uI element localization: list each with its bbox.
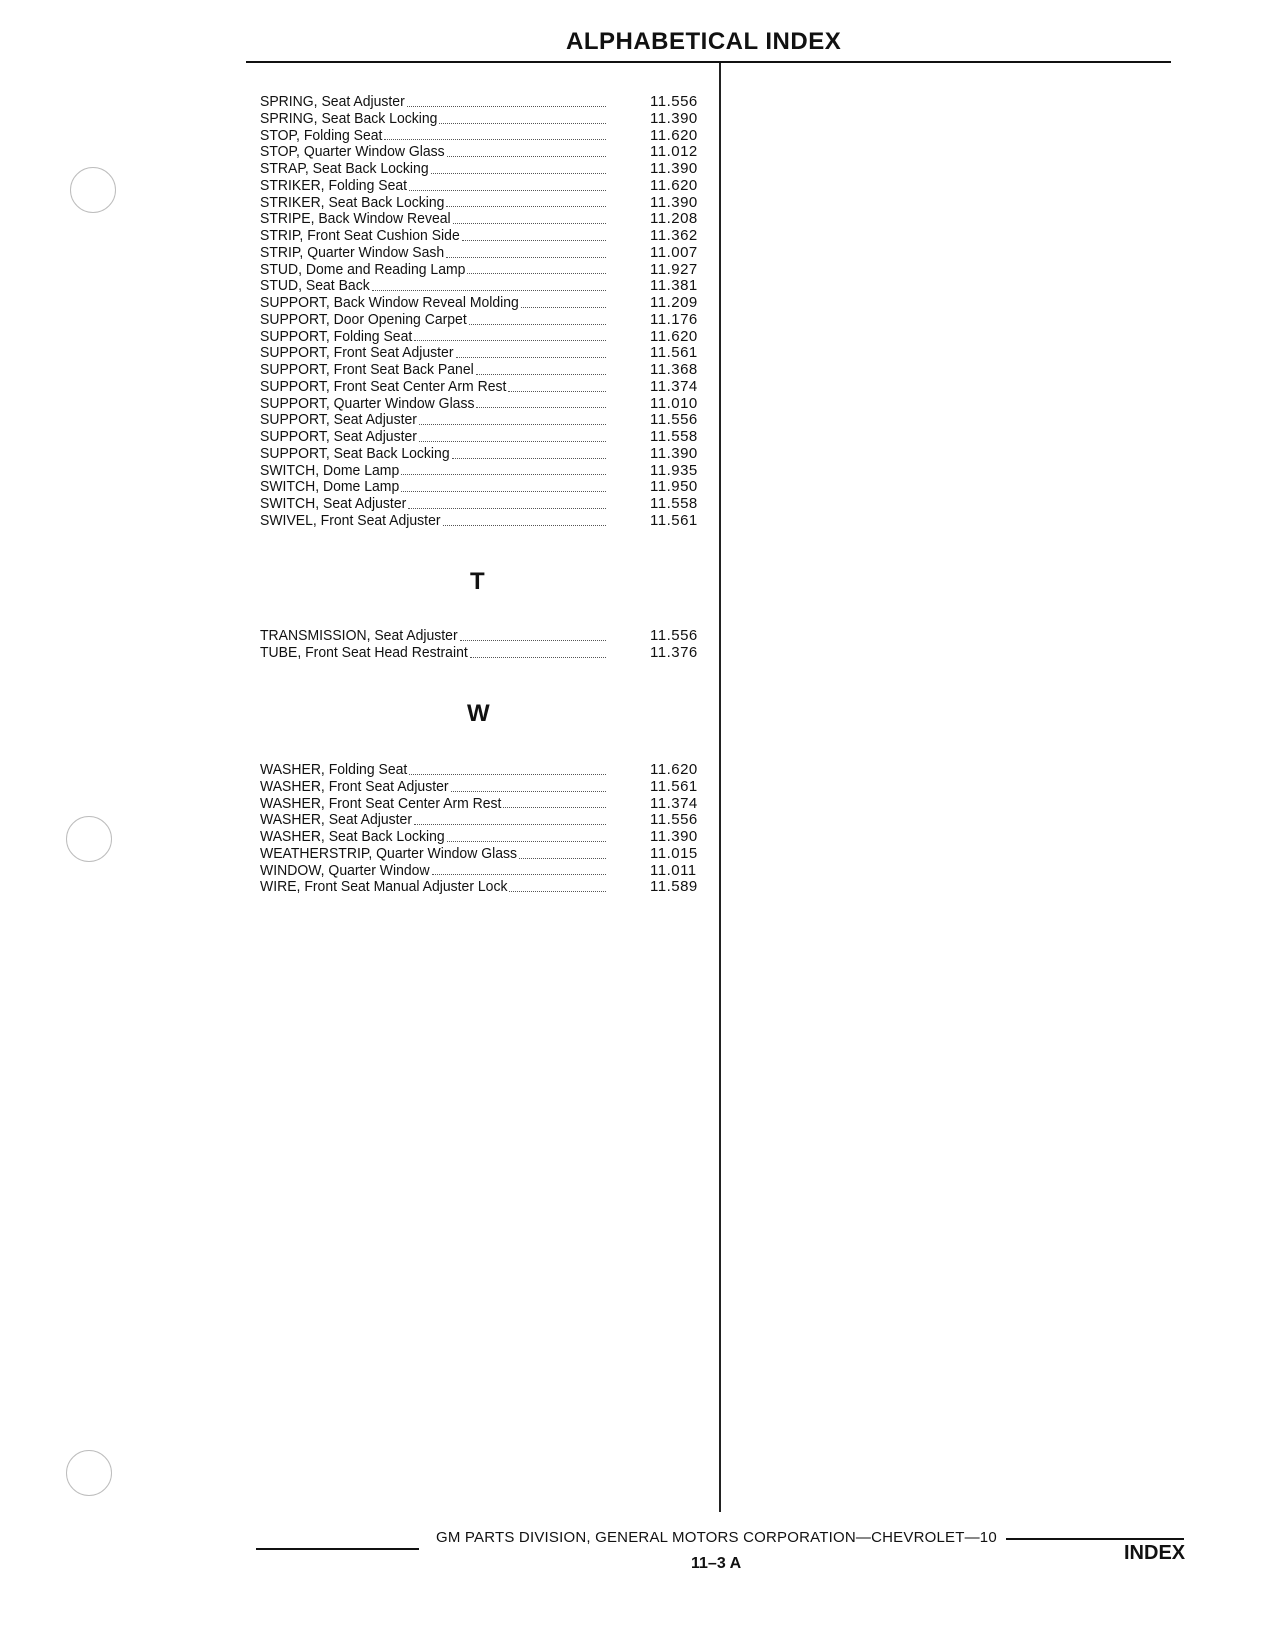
index-entry xyxy=(260,411,706,428)
index-entry xyxy=(260,344,706,361)
index-entry xyxy=(260,478,706,495)
index-section-w xyxy=(260,761,706,895)
entry-page-ref: 11.362 xyxy=(650,227,698,244)
index-entry xyxy=(260,227,706,244)
index-entry xyxy=(260,828,706,845)
dot-leader xyxy=(456,356,607,358)
dot-leader xyxy=(509,890,606,892)
entry-page-ref: 11.556 xyxy=(650,93,698,110)
entry-label: SUPPORT, Folding Seat xyxy=(260,327,413,344)
index-entry xyxy=(260,495,706,512)
index-entry xyxy=(260,127,706,144)
entry-page-ref: 11.374 xyxy=(650,377,698,395)
dot-leader xyxy=(519,857,606,859)
dot-leader xyxy=(419,440,606,442)
index-entry xyxy=(260,160,706,177)
index-entry xyxy=(260,294,706,311)
entry-page-ref: 11.620 xyxy=(650,761,698,778)
entry-page-ref: 11.927 xyxy=(650,260,698,278)
entry-label: SWITCH, Dome Lamp xyxy=(260,478,400,495)
entry-page-ref: 11.558 xyxy=(650,495,698,512)
index-entry xyxy=(260,795,706,812)
entry-page-ref: 11.556 xyxy=(650,627,698,644)
dot-leader xyxy=(460,639,606,641)
entry-page-ref: 11.390 xyxy=(650,444,698,462)
entry-label: WASHER, Front Seat Adjuster xyxy=(260,777,449,795)
entry-label: TUBE, Front Seat Head Restraint xyxy=(260,643,468,661)
dot-leader xyxy=(446,205,606,207)
index-entry xyxy=(260,194,706,211)
index-entry xyxy=(260,627,706,644)
dot-leader xyxy=(432,873,606,875)
entry-label: SUPPORT, Seat Back Locking xyxy=(260,444,450,462)
dot-leader xyxy=(414,823,606,825)
entry-label: WINDOW, Quarter Window xyxy=(260,861,430,878)
entry-label: WASHER, Seat Back Locking xyxy=(260,828,445,845)
entry-page-ref: 11.561 xyxy=(650,777,698,795)
index-section-t xyxy=(260,627,706,661)
page-title: ALPHABETICAL INDEX xyxy=(566,28,842,55)
entry-label: STRIP, Front Seat Cushion Side xyxy=(260,227,460,244)
dot-leader xyxy=(447,155,606,157)
entry-page-ref: 11.390 xyxy=(650,193,698,211)
section-letter-w: W xyxy=(467,700,490,727)
entry-label: STOP, Folding Seat xyxy=(260,126,383,143)
index-entry xyxy=(260,110,706,127)
dot-leader xyxy=(409,773,606,775)
dot-leader xyxy=(469,323,606,325)
dot-leader xyxy=(401,490,606,492)
entry-page-ref: 11.589 xyxy=(650,878,698,896)
entry-label: SUPPORT, Front Seat Back Panel xyxy=(260,361,474,378)
index-entry xyxy=(260,277,706,294)
footer-rule-right xyxy=(1006,1538,1184,1540)
entry-label: STOP, Quarter Window Glass xyxy=(260,143,445,160)
footer-rule-left xyxy=(256,1548,419,1550)
binder-hole xyxy=(70,167,116,213)
index-entry xyxy=(260,445,706,462)
dot-leader xyxy=(508,390,606,392)
index-entry xyxy=(260,328,706,345)
index-entry xyxy=(260,761,706,778)
entry-label: SUPPORT, Front Seat Adjuster xyxy=(260,344,454,361)
entry-page-ref: 11.011 xyxy=(650,861,697,879)
index-entry xyxy=(260,845,706,862)
entry-page-ref: 11.015 xyxy=(650,844,698,862)
entry-page-ref: 11.010 xyxy=(650,394,698,412)
index-entry xyxy=(260,143,706,160)
entry-label: SUPPORT, Back Window Reveal Molding xyxy=(260,294,519,311)
entry-label: SWITCH, Dome Lamp xyxy=(260,461,400,478)
binder-hole xyxy=(66,1450,112,1496)
index-section-s xyxy=(260,93,706,529)
entry-label: WASHER, Seat Adjuster xyxy=(260,811,412,828)
entry-page-ref: 11.368 xyxy=(650,361,698,378)
index-entry xyxy=(260,778,706,795)
entry-page-ref: 11.935 xyxy=(650,461,698,479)
dot-leader xyxy=(384,138,606,140)
index-entry xyxy=(260,462,706,479)
entry-label: STRIP, Quarter Window Sash xyxy=(260,243,445,261)
entry-page-ref: 11.556 xyxy=(650,811,698,829)
index-entry xyxy=(260,261,706,278)
entry-page-ref: 11.176 xyxy=(650,310,698,328)
dot-leader xyxy=(401,473,606,475)
entry-label: SUPPORT, Seat Adjuster xyxy=(260,411,417,428)
section-label: INDEX xyxy=(1124,1542,1186,1564)
entry-label: STRAP, Seat Back Locking xyxy=(260,160,429,177)
entry-label: SUPPORT, Seat Adjuster xyxy=(260,428,417,445)
entry-page-ref: 11.390 xyxy=(650,160,698,177)
entry-label: SPRING, Seat Back Locking xyxy=(260,109,438,127)
dot-leader xyxy=(407,105,606,107)
page-number: 11–3 A xyxy=(691,1555,742,1572)
dot-leader xyxy=(467,272,606,274)
entry-page-ref: 11.561 xyxy=(650,344,698,362)
entry-page-ref: 11.620 xyxy=(650,176,698,194)
entry-label: SPRING, Seat Adjuster xyxy=(260,93,405,110)
index-entry xyxy=(260,93,706,110)
section-letter-t: T xyxy=(470,568,485,595)
entry-label: SUPPORT, Quarter Window Glass xyxy=(260,394,475,411)
entry-label: WIRE, Front Seat Manual Adjuster Lock xyxy=(260,878,508,895)
dot-leader xyxy=(470,656,606,658)
index-entry xyxy=(260,244,706,261)
entry-label: STRIPE, Back Window Reveal xyxy=(260,210,451,227)
column-divider xyxy=(719,63,721,1512)
entry-page-ref: 11.381 xyxy=(650,277,698,295)
entry-page-ref: 11.561 xyxy=(650,511,698,529)
dot-leader xyxy=(476,373,606,375)
entry-page-ref: 11.558 xyxy=(650,428,698,445)
index-entry xyxy=(260,428,706,445)
index-entry xyxy=(260,512,706,529)
index-entry xyxy=(260,395,706,412)
entry-page-ref: 11.620 xyxy=(650,126,698,144)
entry-page-ref: 11.556 xyxy=(650,411,698,429)
dot-leader xyxy=(453,222,606,224)
entry-page-ref: 11.209 xyxy=(650,294,698,311)
entry-label: SWIVEL, Front Seat Adjuster xyxy=(260,511,441,529)
entry-label: SWITCH, Seat Adjuster xyxy=(260,495,407,512)
index-entry xyxy=(260,311,706,328)
entry-label: SUPPORT, Front Seat Center Arm Rest xyxy=(260,377,507,395)
index-entry xyxy=(260,361,706,378)
dot-leader xyxy=(521,306,606,308)
entry-label: SUPPORT, Door Opening Carpet xyxy=(260,310,467,328)
dot-leader xyxy=(419,423,606,425)
entry-label: WEATHERSTRIP, Quarter Window Glass xyxy=(260,844,517,862)
dot-leader xyxy=(372,289,606,291)
index-entry xyxy=(260,878,706,895)
entry-page-ref: 11.007 xyxy=(650,243,698,261)
index-entry xyxy=(260,177,706,194)
entry-label: STRIKER, Seat Back Locking xyxy=(260,193,445,210)
dot-leader xyxy=(452,457,606,459)
index-entry xyxy=(260,378,706,395)
entry-page-ref: 11.390 xyxy=(650,828,698,845)
entry-page-ref: 11.950 xyxy=(650,478,698,496)
entry-label: WASHER, Folding Seat xyxy=(260,761,408,778)
entry-page-ref: 11.620 xyxy=(650,327,698,345)
entry-page-ref: 11.390 xyxy=(650,109,698,127)
entry-label: WASHER, Front Seat Center Arm Rest xyxy=(260,794,502,811)
dot-leader xyxy=(446,256,606,258)
index-entry xyxy=(260,862,706,879)
entry-label: STUD, Dome and Reading Lamp xyxy=(260,260,466,277)
dot-leader xyxy=(476,406,606,408)
dot-leader xyxy=(408,507,606,509)
index-entry xyxy=(260,811,706,828)
index-entry xyxy=(260,644,706,661)
entry-label: STRIKER, Folding Seat xyxy=(260,176,408,194)
dot-leader xyxy=(462,239,606,241)
entry-page-ref: 11.012 xyxy=(650,143,698,161)
dot-leader xyxy=(431,172,606,174)
entry-page-ref: 11.376 xyxy=(650,643,698,661)
dot-leader xyxy=(414,339,606,341)
footer-publisher: GM PARTS DIVISION, GENERAL MOTORS CORPORATION—CHEVROLET—10 xyxy=(436,1529,997,1546)
dot-leader xyxy=(443,524,606,526)
entry-page-ref: 11.208 xyxy=(650,210,698,228)
index-entry xyxy=(260,210,706,227)
dot-leader xyxy=(409,189,606,191)
title-rule xyxy=(246,61,1171,63)
entry-label: STUD, Seat Back xyxy=(260,277,370,294)
dot-leader xyxy=(503,806,606,808)
entry-label: TRANSMISSION, Seat Adjuster xyxy=(260,627,458,644)
dot-leader xyxy=(447,840,606,842)
entry-page-ref: 11.374 xyxy=(650,794,698,812)
dot-leader xyxy=(439,122,606,124)
dot-leader xyxy=(451,790,606,792)
binder-hole xyxy=(66,816,112,862)
